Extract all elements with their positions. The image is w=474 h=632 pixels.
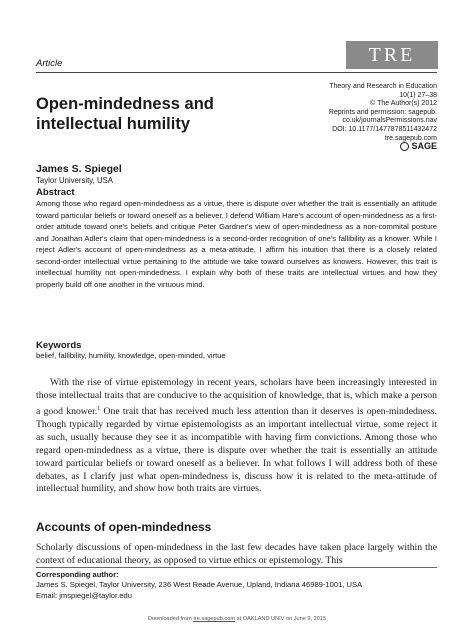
publisher-name: SAGE bbox=[411, 141, 437, 151]
author-name: James S. Spiegel bbox=[36, 163, 122, 175]
permissions-line: co.uk/journalsPermissions.nav bbox=[342, 117, 437, 125]
footer-link[interactable]: tre.sagepub.com bbox=[193, 616, 235, 622]
correspondence-heading: Corresponding author: bbox=[36, 570, 119, 579]
footer-suffix: at OAKLAND UNIV on June 9, 2015 bbox=[234, 616, 327, 622]
journal-logo bbox=[346, 41, 438, 69]
correspondence-divider bbox=[36, 567, 437, 568]
article-type-label: Article bbox=[36, 58, 63, 69]
body-paragraph-1-part-b: One trait that has received much less attention than it deserves is open-mindedness. Though typically regarded by virtue epistemologists as an important intellectual virtue, some reject it as such, usually because they see it as incompatible with having firm convictions. Among those who regard open-mindedness as a virtue, there is dispute over whether the trait is essentially an attitude toward particular beliefs or toward oneself as a believer. In what follows I will address both of these debates, as I clarify just what open-mindedness is, discuss how it is related to the meta-attitude of intellectual humility, and show how both traits are virtues. bbox=[36, 406, 437, 495]
journal-volume: 10(1) 27–38 bbox=[399, 91, 437, 99]
publisher-logo bbox=[400, 141, 437, 151]
correspondence-email[interactable]: Email: jmspiegel@taylor.edu bbox=[36, 590, 132, 600]
abstract-text: Among those who regard open-mindedness as a virtue, there is dispute over whether the trait is essentially an attitude toward particular beliefs or toward oneself as a believer. I defend William Hare's account of open-mindedness as a first-order attitude toward one's beliefs and critique Peter Gardner's view of open-mindedness as a non-commital posture and Jonathan Adler's claim that open-mindedness is a second-order recognition of one's fallibility as a knower. While I reject Adler's account of open-mindedness as a meta-attitude, I affirm his intuition that there is a closely related second-order intellectual virtue pertaining to the attitude we take toward ourselves as knowers. However, this trait is intellectual humility not open-mindedness. I explain why both of these traits are intellectual virtues and how they properly build off one another in the virtuous mind. bbox=[36, 199, 437, 289]
journal-logo-text: TRE bbox=[368, 43, 416, 66]
keywords-text: belief, fallibility, humility, knowledge, open-minded, virtue bbox=[36, 351, 226, 360]
copyright-line: © The Author(s) 2012 bbox=[370, 100, 437, 108]
keywords-heading: Keywords bbox=[36, 340, 82, 351]
footer-prefix: Downloaded from bbox=[147, 616, 194, 622]
paper-title: Open-mindedness and intellectual humility bbox=[36, 95, 214, 133]
body-paragraph-1 bbox=[36, 377, 437, 496]
footnote-marker[interactable]: 1 bbox=[97, 405, 101, 412]
correspondence-block bbox=[36, 570, 362, 601]
journal-url[interactable]: tre.sagepub.com bbox=[384, 134, 437, 142]
body-paragraph-2: Scholarly discussions of open-mindedness in the last few decades have taken place largely within the context of educational theory, as opposed to virtue ethics or epistemology. This bbox=[36, 542, 437, 566]
correspondence-address: James S. Spiegel, Taylor University, 236 West Reade Avenue, Upland, Indiana 46989-1001, USA bbox=[36, 580, 363, 590]
download-footer bbox=[0, 616, 474, 622]
reprints-line: Reprints and permission: sagepub. bbox=[328, 108, 437, 116]
abstract-heading: Abstract bbox=[36, 187, 75, 198]
sage-icon bbox=[400, 142, 409, 151]
header-divider bbox=[36, 72, 437, 73]
doi-line: DOI: 10.1177/1477878511432472 bbox=[332, 125, 437, 133]
section-heading: Accounts of open-mindedness bbox=[36, 520, 212, 534]
journal-name: Theory and Research in Education bbox=[329, 83, 437, 90]
author-affiliation: Taylor University, USA bbox=[36, 176, 113, 185]
journal-info bbox=[277, 83, 437, 143]
body-paragraph-1-part-a: With the rise of virtue epistemology in recent years, scholars have been increasingly interested in those intellectual traits that are conducive to the acquisition of knowledge, that is, which make a person a good knower. bbox=[36, 377, 437, 418]
